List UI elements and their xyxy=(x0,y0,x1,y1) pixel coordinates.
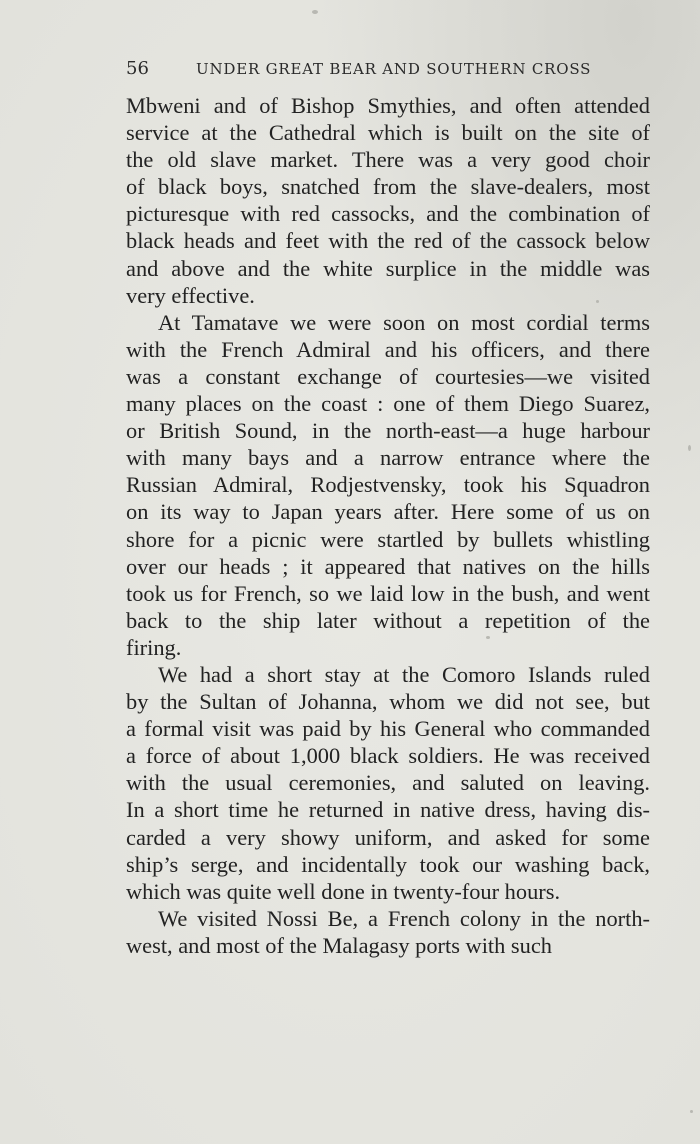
text-line: with many bays and a narrow entrance where the xyxy=(126,445,650,471)
paragraph xyxy=(126,661,650,905)
text-line: over our heads ; it appeared that natives on the hills xyxy=(126,553,650,579)
text-line: very effective. xyxy=(126,282,255,308)
text-line: Mbweni and of Bishop Smythies, and often attended xyxy=(126,93,650,118)
page-number: 56 xyxy=(126,58,149,79)
running-title: UNDER GREAT BEAR AND SOUTHERN CROSS xyxy=(196,60,592,78)
text-line: firing. xyxy=(126,634,182,660)
text-line: black heads and feet with the red of the cassock below xyxy=(126,228,650,254)
text-line: and above and the white surplice in the middle was xyxy=(126,255,650,281)
text-line: was a constant exchange of courtesies—we visited xyxy=(126,363,650,389)
text-line: of black boys, snatched from the slave-dealers, most xyxy=(126,174,650,200)
page-header xyxy=(126,56,650,84)
text-line: back to the ship later without a repetition of the xyxy=(126,607,650,633)
text-line: picturesque with red cassocks, and the combination of xyxy=(126,201,650,227)
text-line: a formal visit was paid by his General who commanded xyxy=(126,716,650,742)
text-line: with the French Admiral and his officers, and there xyxy=(126,336,650,362)
text-line: carded a very showy uniform, and asked for some xyxy=(126,824,650,850)
paragraph xyxy=(126,92,650,309)
text-line: many places on the coast : one of them Diego Suarez, xyxy=(126,391,650,417)
text-line: or British Sound, in the north-east—a huge harbour xyxy=(126,418,650,444)
text-line: We visited Nossi Be, a French colony in the north- xyxy=(158,905,650,931)
text-line: ship’s serge, and incidentally took our washing back, xyxy=(126,851,650,877)
text-line: a force of about 1,000 black soldiers. He was received xyxy=(126,743,650,769)
text-line: In a short time he returned in native dress, having dis- xyxy=(126,797,650,823)
text-line: by the Sultan of Johanna, whom we did not see, but xyxy=(126,689,650,715)
text-line: Russian Admiral, Rodjestvensky, took his Squadron xyxy=(126,472,650,498)
text-line: At Tamatave we were soon on most cordial terms xyxy=(158,309,650,335)
paragraph xyxy=(126,309,650,661)
text-line: with the usual ceremonies, and saluted on leaving. xyxy=(126,770,650,796)
text-line: the old slave market. There was a very good choir xyxy=(126,147,650,173)
paragraph xyxy=(126,905,650,959)
text-line: We had a short stay at the Comoro Islands ruled xyxy=(158,661,650,687)
text-line: on its way to Japan years after. Here some of us on xyxy=(126,499,650,525)
body-text xyxy=(126,92,650,959)
text-line: west, and most of the Malagasy ports with such xyxy=(126,932,552,958)
text-line: service at the Cathedral which is built on the site of xyxy=(126,120,650,146)
text-line: shore for a picnic were startled by bullets whistling xyxy=(126,526,650,552)
text-line: which was quite well done in twenty-four hours. xyxy=(126,878,561,904)
text-line: took us for French, so we laid low in the bush, and went xyxy=(126,580,650,606)
